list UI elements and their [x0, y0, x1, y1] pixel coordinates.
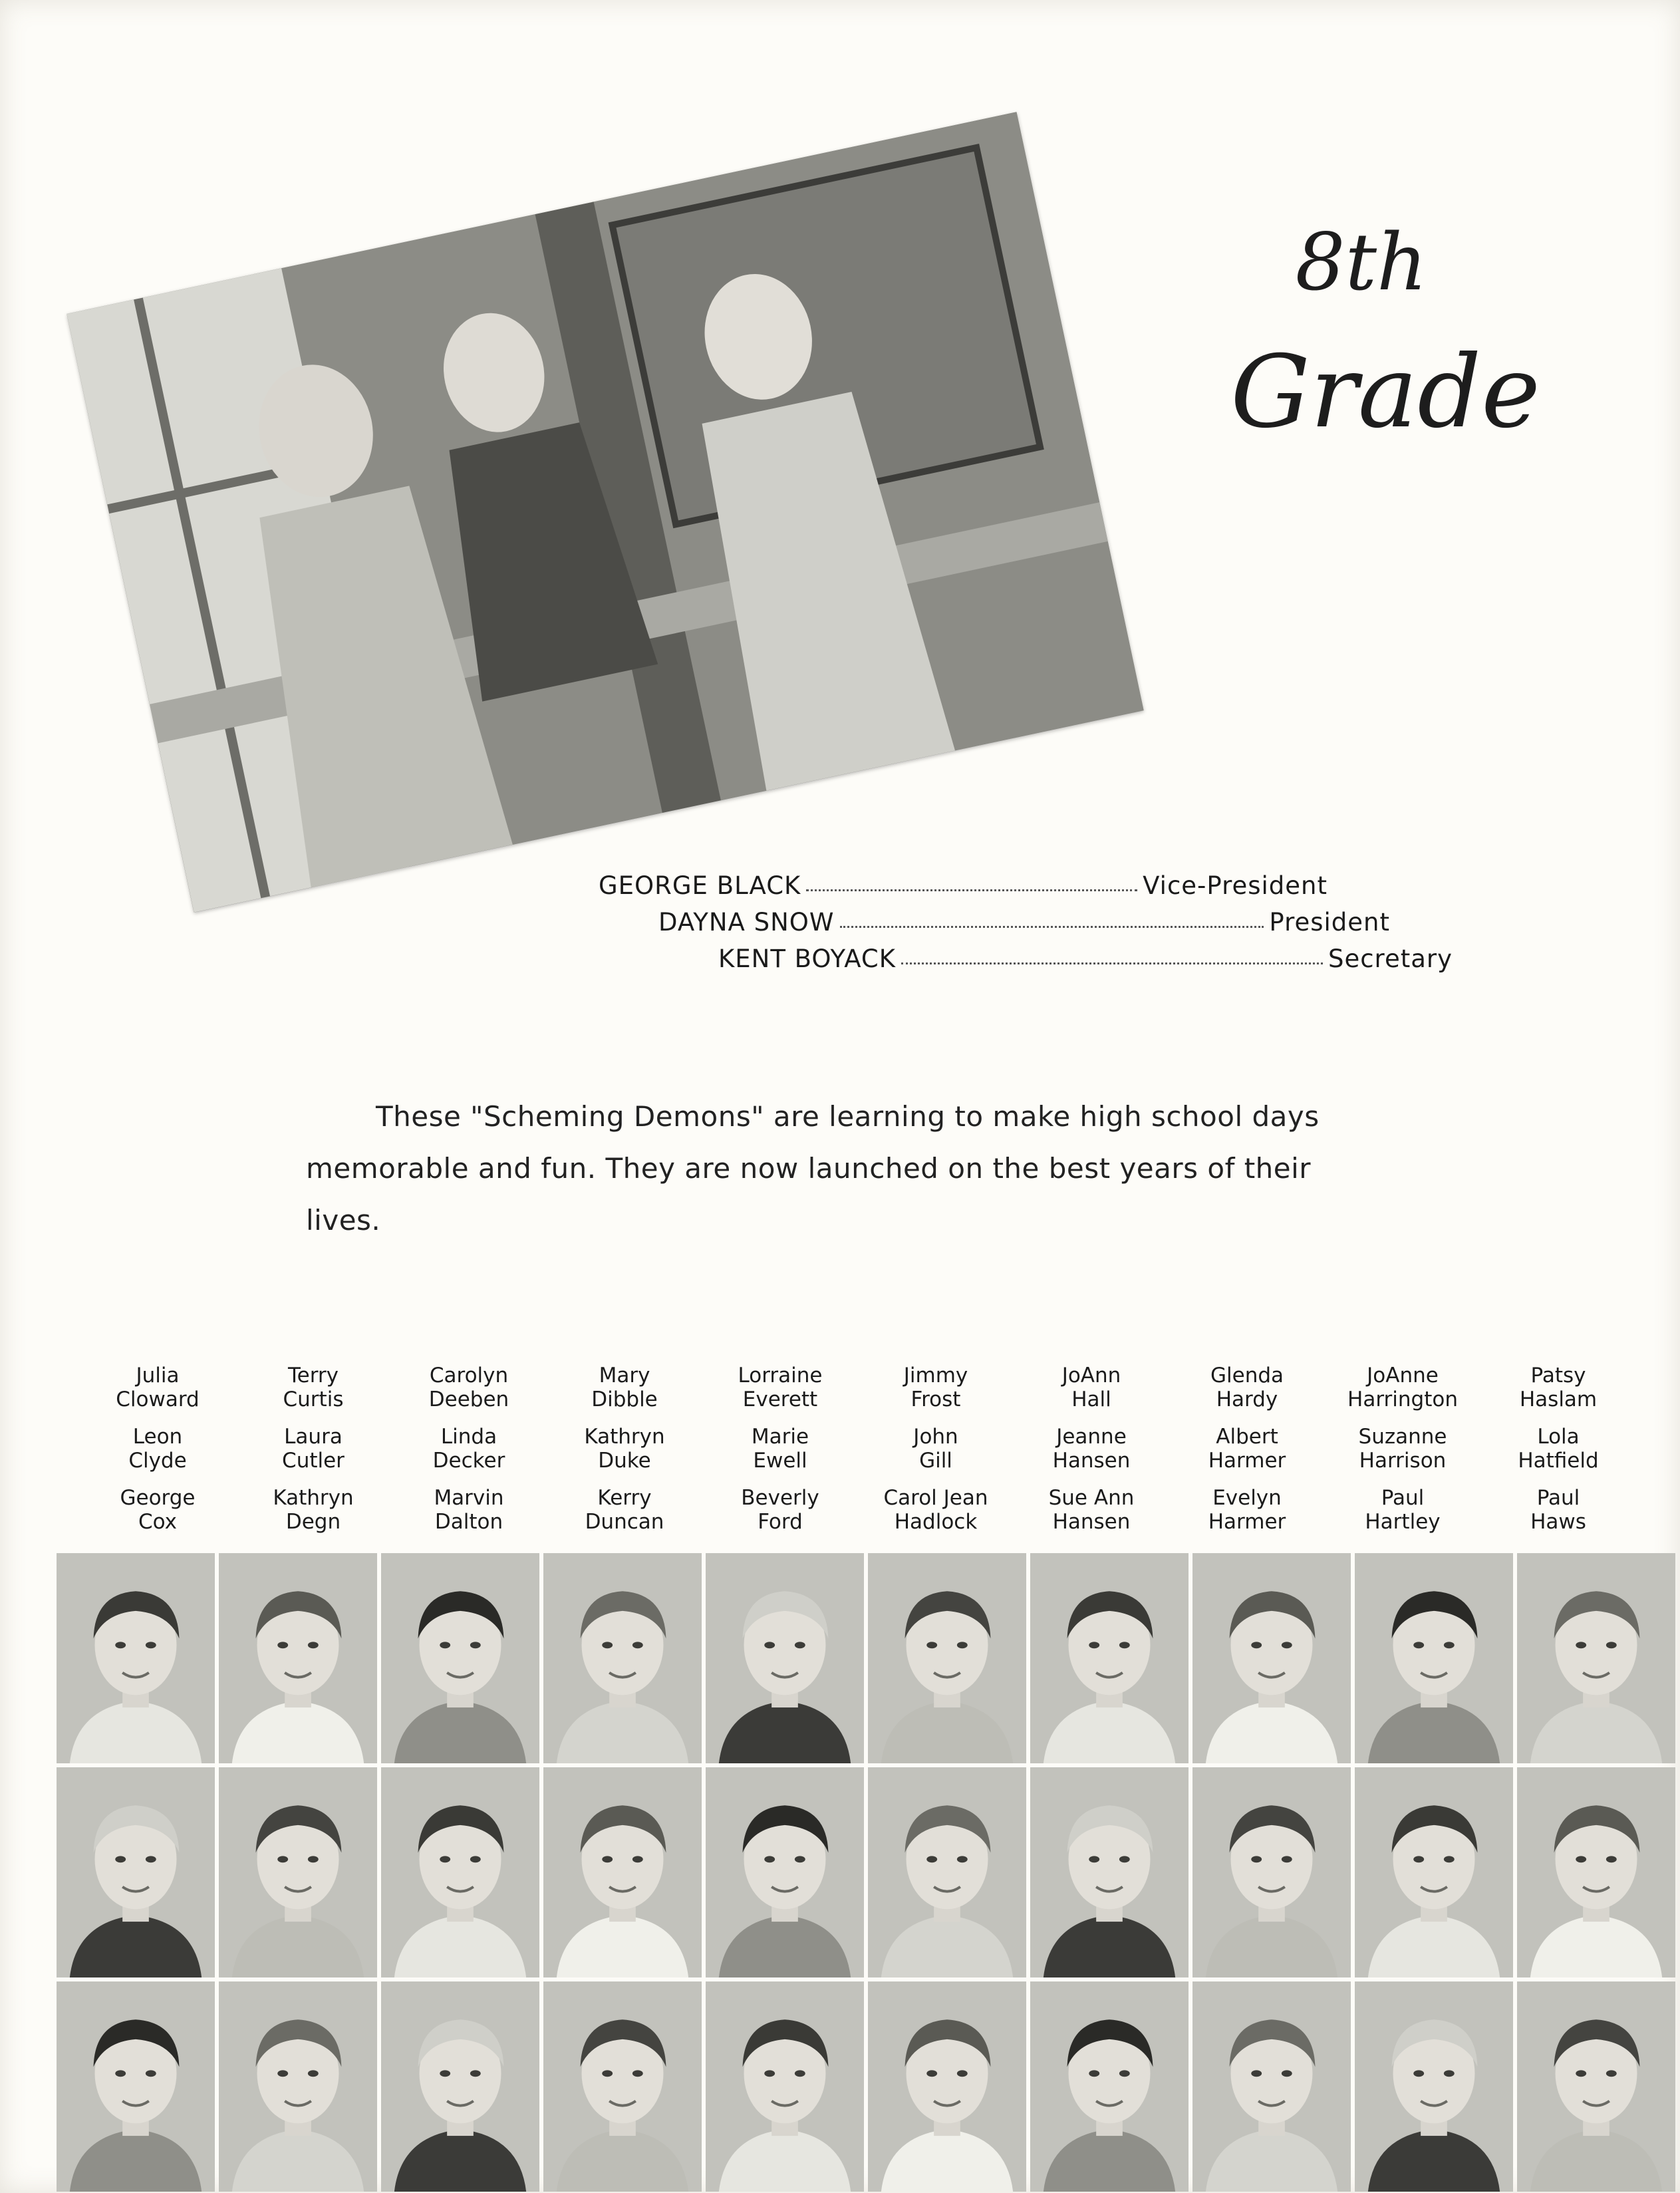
student-portrait	[1192, 1553, 1351, 1763]
student-name	[547, 1486, 702, 1535]
last-name: Clyde	[128, 1449, 187, 1473]
first-name: Carol Jean	[883, 1486, 988, 1510]
last-name: Everett	[742, 1388, 818, 1411]
last-name: Degn	[285, 1510, 341, 1534]
student-portrait	[57, 1981, 215, 2192]
student-name	[858, 1364, 1014, 1413]
name-column	[1325, 1364, 1480, 1547]
officer-name: KENT BOYACK	[718, 945, 897, 973]
first-name: JoAnn	[1061, 1364, 1121, 1388]
student-name	[1169, 1486, 1325, 1535]
student-portrait	[1030, 1767, 1189, 1977]
student-name	[702, 1425, 858, 1474]
student-portrait	[57, 1767, 215, 1977]
last-name: Haws	[1530, 1510, 1586, 1534]
first-name: Terry	[287, 1364, 339, 1388]
last-name: Dalton	[434, 1510, 503, 1534]
officer-role: President	[1269, 908, 1390, 937]
first-name: Paul	[1536, 1486, 1580, 1510]
student-name	[1014, 1425, 1169, 1474]
last-name: Harmer	[1208, 1510, 1286, 1534]
last-name: Hardy	[1216, 1388, 1278, 1411]
first-name: George	[120, 1486, 196, 1510]
student-portrait	[219, 1981, 377, 2192]
last-name: Gill	[919, 1449, 952, 1473]
student-portrait	[219, 1553, 377, 1763]
student-portraits-grid	[57, 1553, 1680, 2193]
student-portrait	[381, 1553, 539, 1763]
last-name: Ewell	[753, 1449, 807, 1473]
first-name: Carolyn	[429, 1364, 509, 1388]
student-name	[702, 1364, 858, 1413]
student-name	[1325, 1486, 1480, 1535]
last-name: Cox	[138, 1510, 177, 1534]
first-name: Marvin	[434, 1486, 504, 1510]
officer-row	[599, 871, 1328, 908]
first-name: Beverly	[741, 1486, 819, 1510]
last-name: Harrington	[1347, 1388, 1458, 1411]
officers-list	[599, 871, 1463, 981]
grade-word: Grade	[1230, 334, 1540, 450]
student-name	[858, 1425, 1014, 1474]
name-column	[702, 1364, 858, 1547]
last-name: Harrison	[1359, 1449, 1447, 1473]
first-name: Linda	[440, 1425, 497, 1449]
student-name	[80, 1425, 235, 1474]
first-name: Leon	[132, 1425, 183, 1449]
last-name: Decker	[432, 1449, 505, 1473]
name-column	[1480, 1364, 1636, 1547]
first-name: Marie	[751, 1425, 809, 1449]
student-portrait	[706, 1767, 864, 1977]
first-name: Kathryn	[584, 1425, 665, 1449]
last-name: Haslam	[1519, 1388, 1598, 1411]
last-name: Hansen	[1052, 1449, 1131, 1473]
first-name: Laura	[284, 1425, 343, 1449]
officer-role: Secretary	[1328, 945, 1453, 973]
student-portrait	[219, 1767, 377, 1977]
student-portrait	[1355, 1767, 1513, 1977]
student-name	[1325, 1425, 1480, 1474]
candid-photo-area	[33, 60, 1117, 951]
student-name	[858, 1486, 1014, 1535]
last-name: Ford	[758, 1510, 803, 1534]
student-name	[1480, 1486, 1636, 1535]
last-name: Deeben	[428, 1388, 509, 1411]
first-name: Lola	[1537, 1425, 1580, 1449]
officer-row	[599, 908, 1390, 945]
student-portrait	[706, 1553, 864, 1763]
student-portrait	[543, 1767, 702, 1977]
student-name	[391, 1364, 547, 1413]
student-name	[235, 1486, 391, 1535]
first-name: Jimmy	[903, 1364, 968, 1388]
first-name: Albert	[1216, 1425, 1278, 1449]
student-name	[391, 1425, 547, 1474]
last-name: Cutler	[282, 1449, 345, 1473]
student-portrait	[868, 1981, 1026, 2192]
first-name: Evelyn	[1212, 1486, 1282, 1510]
first-name: John	[913, 1425, 958, 1449]
first-name: Sue Ann	[1048, 1486, 1135, 1510]
last-name: Duncan	[585, 1510, 664, 1534]
student-name	[1480, 1364, 1636, 1413]
student-portrait	[543, 1981, 702, 2192]
first-name: Glenda	[1210, 1364, 1284, 1388]
student-portrait	[1192, 1767, 1351, 1977]
name-column	[80, 1364, 235, 1547]
class-caption	[306, 1091, 1383, 1246]
last-name: Duke	[598, 1449, 651, 1473]
student-name	[80, 1486, 235, 1535]
leader-dots	[840, 926, 1264, 928]
student-name	[235, 1425, 391, 1474]
student-name	[1014, 1364, 1169, 1413]
last-name: Harmer	[1208, 1449, 1286, 1473]
student-portrait	[706, 1981, 864, 2192]
first-name: JoAnne	[1367, 1364, 1439, 1388]
officer-name: DAYNA SNOW	[658, 908, 835, 937]
student-name	[391, 1486, 547, 1535]
name-column	[391, 1364, 547, 1547]
grade-number: 8th	[1295, 216, 1427, 308]
student-name	[1014, 1486, 1169, 1535]
last-name: Hatfield	[1518, 1449, 1599, 1473]
first-name: Jeanne	[1056, 1425, 1127, 1449]
leader-dots	[806, 889, 1137, 891]
student-portrait	[1030, 1553, 1189, 1763]
leader-dots	[901, 962, 1323, 964]
name-column	[1169, 1364, 1325, 1547]
student-portrait	[1192, 1981, 1351, 2192]
last-name: Hadlock	[894, 1510, 978, 1534]
student-name	[1325, 1364, 1480, 1413]
student-name	[547, 1364, 702, 1413]
student-portrait	[1355, 1981, 1513, 2192]
last-name: Frost	[910, 1388, 961, 1411]
caption-text: These "Scheming Demons" are learning to make high school days memorable and fun. They are now launched on the best years of their lives.	[306, 1100, 1320, 1237]
student-portrait	[543, 1553, 702, 1763]
student-portrait	[1355, 1553, 1513, 1763]
student-portrait	[1030, 1981, 1189, 2192]
first-name: Lorraine	[738, 1364, 823, 1388]
student-names-grid	[80, 1364, 1636, 1547]
student-portrait	[381, 1981, 539, 2192]
student-portrait	[1517, 1553, 1675, 1763]
name-column	[235, 1364, 391, 1547]
student-portrait	[868, 1553, 1026, 1763]
last-name: Curtis	[283, 1388, 344, 1411]
student-portrait	[1517, 1767, 1675, 1977]
officer-role: Vice-President	[1143, 871, 1328, 900]
name-column	[1014, 1364, 1169, 1547]
officer-row	[599, 945, 1453, 981]
student-name	[1169, 1364, 1325, 1413]
student-name	[702, 1486, 858, 1535]
first-name: Kerry	[597, 1486, 652, 1510]
grade-heading	[1230, 216, 1540, 452]
officer-name: GEORGE BLACK	[599, 871, 801, 900]
last-name: Cloward	[116, 1388, 200, 1411]
student-name	[1169, 1425, 1325, 1474]
name-column	[858, 1364, 1014, 1547]
student-name	[1480, 1425, 1636, 1474]
first-name: Suzanne	[1358, 1425, 1447, 1449]
student-portrait	[1517, 1981, 1675, 2192]
student-name	[235, 1364, 391, 1413]
last-name: Hall	[1071, 1388, 1111, 1411]
first-name: Paul	[1381, 1486, 1425, 1510]
first-name: Patsy	[1530, 1364, 1586, 1388]
officers-candid-photo	[67, 112, 1143, 912]
last-name: Dibble	[591, 1388, 658, 1411]
name-column	[547, 1364, 702, 1547]
first-name: Kathryn	[273, 1486, 354, 1510]
first-name: Mary	[599, 1364, 650, 1388]
student-portrait	[57, 1553, 215, 1763]
last-name: Hansen	[1052, 1510, 1131, 1534]
student-name	[547, 1425, 702, 1474]
student-portrait	[381, 1767, 539, 1977]
first-name: Julia	[136, 1364, 180, 1388]
last-name: Hartley	[1365, 1510, 1441, 1534]
student-name	[80, 1364, 235, 1413]
student-portrait	[868, 1767, 1026, 1977]
